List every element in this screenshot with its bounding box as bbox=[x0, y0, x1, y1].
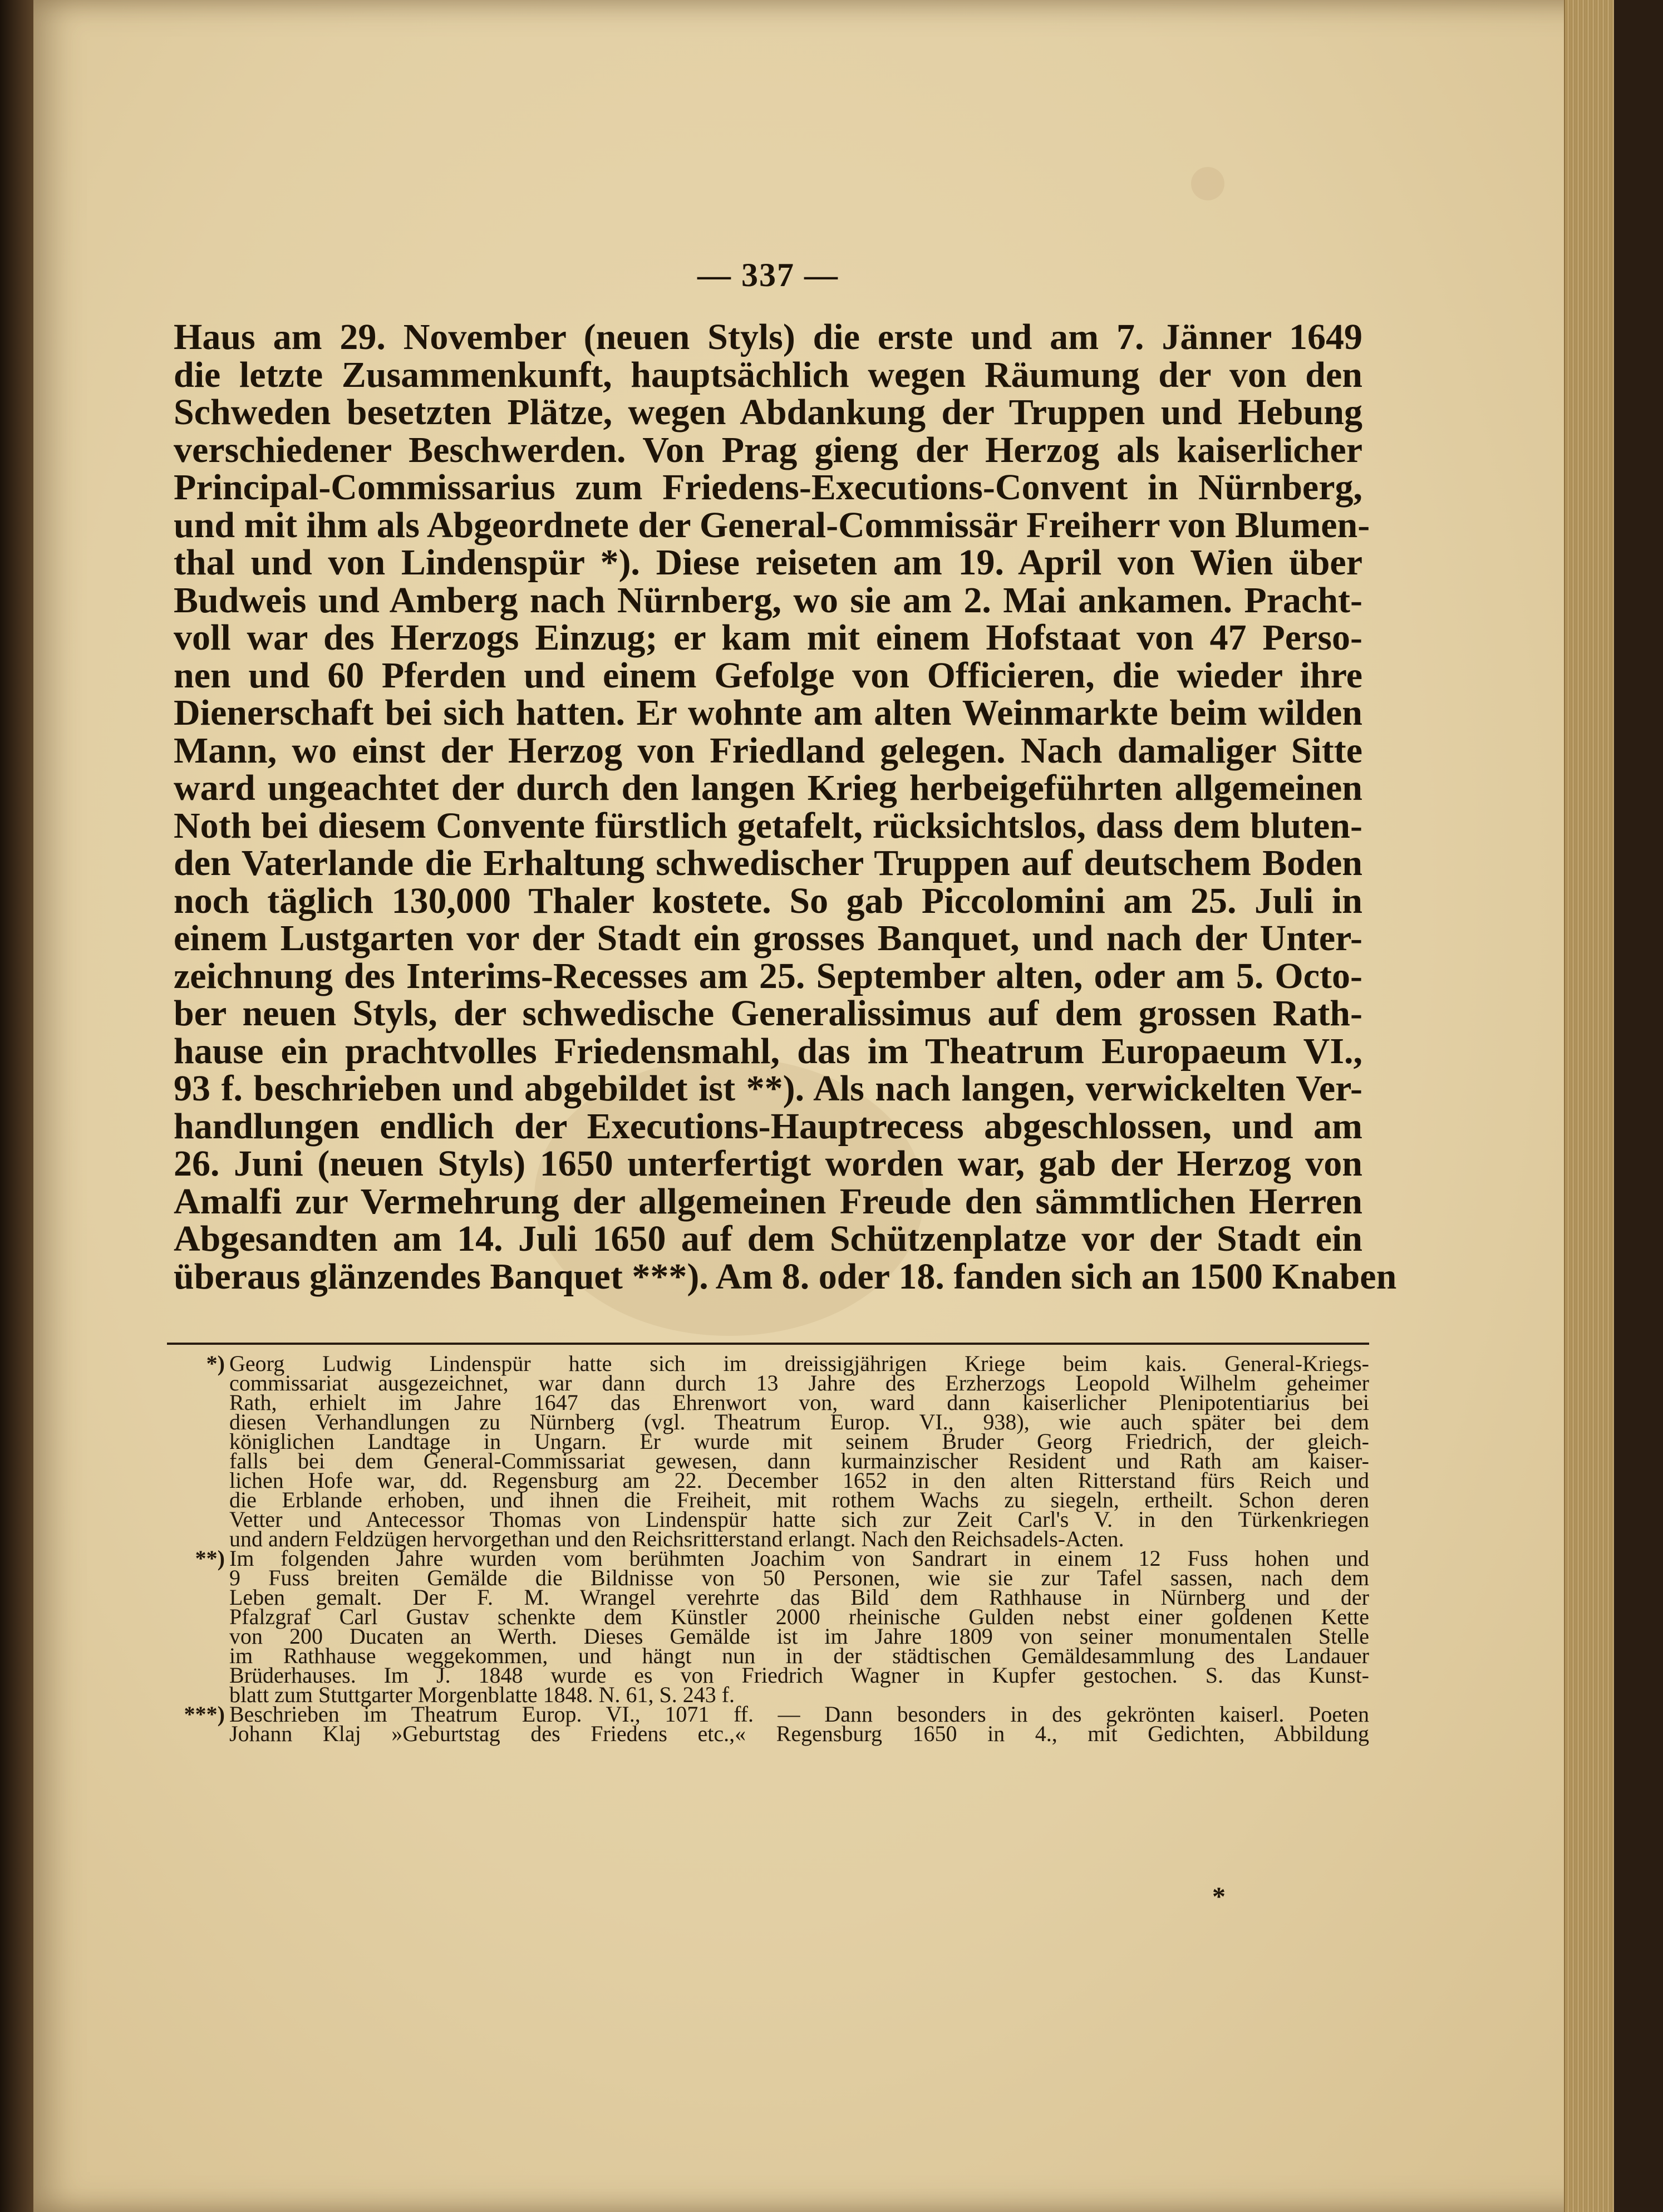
footnotes bbox=[167, 1351, 1369, 1746]
footnote-line: die Erblande erhoben, und ihnen die Freiheit, mit rothem Wachs zu siegeln, ertheilt. Schon deren bbox=[229, 1487, 1369, 1512]
footnote-line: im Rathhause weggekommen, und hängt nun in der städtischen Gemäldesammlung des Landauer bbox=[229, 1643, 1369, 1668]
text-line: hause ein prachtvolles Friedensmahl, das im Theatrum Europaeum VI., bbox=[174, 1030, 1362, 1071]
text-line: 93 f. beschrieben und abgebildet ist **). Als nach langen, verwickelten Ver- bbox=[174, 1068, 1362, 1109]
text-line: ward ungeachtet der durch den langen Krieg herbeigeführten allgemeinen bbox=[174, 768, 1362, 808]
footnote-line: Brüderhauses. Im J. 1848 wurde es von Friedrich Wagner in Kupfer gestochen. S. das Kunst- bbox=[229, 1663, 1369, 1688]
page-edges bbox=[1564, 0, 1614, 2212]
page-number: — 337 — bbox=[697, 257, 839, 293]
footnote-line: lichen Hofe war, dd. Regensburg am 22. December 1652 in den alten Ritterstand fürs Reich und bbox=[229, 1468, 1369, 1493]
footnote-line: blatt zum Stuttgarter Morgenblatte 1848. N. 61, S. 243 f. bbox=[229, 1682, 735, 1707]
footnote-mark: **) bbox=[195, 1546, 225, 1571]
signature-mark: * bbox=[1212, 1882, 1226, 1911]
footnote-mark: *) bbox=[206, 1351, 225, 1376]
footnote-line: königlichen Landtage in Ungarn. Er wurde mit seinem Bruder Georg Friedrich, der gleich- bbox=[229, 1429, 1369, 1454]
main-text bbox=[174, 317, 1397, 1297]
footnote-divider bbox=[167, 1343, 1369, 1345]
footnote-line: und andern Feldzügen hervorgethan und den Reichsritterstand erlangt. Nach den Reichsadels-Acten. bbox=[229, 1526, 1124, 1551]
text-line: nen und 60 Pferden und einem Gefolge von Officieren, die wieder ihre bbox=[174, 655, 1362, 696]
footnote-line: von 200 Ducaten an Werth. Dieses Gemälde ist im Jahre 1809 von seiner monumentalen Stelle bbox=[229, 1624, 1369, 1649]
text-line: Schweden besetzten Plätze, wegen Abdankung der Truppen und Hebung bbox=[174, 392, 1362, 432]
footnote-line: Johann Klaj »Geburtstag des Friedens etc.,« Regensburg 1650 in 4., mit Gedichten, Abbildung bbox=[229, 1721, 1369, 1746]
text-line: verschiedener Beschwerden. Von Prag gieng der Herzog als kaiserlicher bbox=[174, 429, 1362, 470]
footnote bbox=[167, 1351, 1369, 1551]
text-line: zeichnung des Interims-Recesses am 25. September alten, oder am 5. Octo- bbox=[174, 955, 1362, 996]
text-line: Mann, wo einst der Herzog von Friedland gelegen. Nach damaliger Sitte bbox=[174, 730, 1362, 771]
footnote bbox=[167, 1702, 1369, 1746]
footnote-line: Leben gemalt. Der F. M. Wrangel verehrte das Bild dem Rathhause in Nürnberg und der bbox=[229, 1585, 1369, 1610]
text-line: Noth bei diesem Convente fürstlich getafelt, rücksichtslos, dass dem bluten- bbox=[174, 805, 1362, 846]
footnote-line: diesen Verhandlungen zu Nürnberg (vgl. Theatrum Europ. VI., 938), wie auch später bei dem bbox=[229, 1409, 1369, 1434]
footnote-line: falls bei dem General-Commissariat gewesen, dann kurmainzischer Resident und Rath am kaiser- bbox=[229, 1448, 1369, 1473]
book-gutter bbox=[0, 0, 33, 2212]
text-line: thal und von Lindenspür *). Diese reiseten am 19. April von Wien über bbox=[174, 542, 1362, 583]
text-line: 26. Juni (neuen Styls) 1650 unterfertigt worden war, gab der Herzog von bbox=[174, 1143, 1362, 1184]
text-line: die letzte Zusammenkunft, hauptsächlich wegen Räumung der von den bbox=[174, 354, 1362, 395]
footnote-line: Im folgenden Jahre wurden vom berühmten Joachim von Sandrart in einem 12 Fuss hohen und bbox=[229, 1546, 1369, 1571]
paper-stain bbox=[1191, 167, 1224, 200]
text-line: voll war des Herzogs Einzug; er kam mit einem Hofstaat von 47 Perso- bbox=[174, 617, 1362, 658]
text-line: überaus glänzendes Banquet ***). Am 8. oder 18. fanden sich an 1500 Knaben bbox=[174, 1256, 1397, 1297]
text-line: Amalfi zur Vermehrung der allgemeinen Freude den sämmtlichen Herren bbox=[174, 1181, 1362, 1222]
text-line: Abgesandten am 14. Juli 1650 auf dem Schützenplatze vor der Stadt ein bbox=[174, 1218, 1362, 1259]
footnote-line: commissariat ausgezeichnet, war dann durch 13 Jahre des Erzherzogs Leopold Wilhelm geheimer bbox=[229, 1370, 1369, 1395]
footnote-mark: ***) bbox=[184, 1702, 225, 1727]
text-line: einem Lustgarten vor der Stadt ein grosses Banquet, und nach der Unter- bbox=[174, 918, 1362, 958]
footnote bbox=[167, 1546, 1369, 1707]
text-line: handlungen endlich der Executions-Hauptrecess abgeschlossen, und am bbox=[174, 1105, 1362, 1147]
text-line: Budweis und Amberg nach Nürnberg, wo sie am 2. Mai ankamen. Pracht- bbox=[174, 579, 1362, 621]
text-line: den Vaterlande die Erhaltung schwedischer Truppen auf deutschem Boden bbox=[174, 843, 1362, 883]
footnote-line: Vetter und Antecessor Thomas von Lindenspür hatte sich zur Zeit Carl's V. in den Türkenkriegen bbox=[229, 1507, 1369, 1532]
text-line: Haus am 29. November (neuen Styls) die erste und am 7. Jänner 1649 bbox=[174, 317, 1362, 357]
footnote-line: 9 Fuss breiten Gemälde die Bildnisse von 50 Personen, wie sie zur Tafel sassen, nach dem bbox=[229, 1565, 1369, 1590]
footnote-line: Georg Ludwig Lindenspür hatte sich im dreissigjährigen Kriege beim kais. General-Kriegs- bbox=[229, 1351, 1369, 1376]
text-line: und mit ihm als Abgeordnete der General-Commissär Freiherr von Blumen- bbox=[174, 504, 1370, 545]
text-line: ber neuen Styls, der schwedische Generalissimus auf dem grossen Rath- bbox=[174, 993, 1362, 1034]
footnote-line: Rath, erhielt im Jahre 1647 das Ehrenwort von, ward dann kaiserlicher Plenipotentiarius bei bbox=[229, 1390, 1369, 1415]
text-line: Principal-Commissarius zum Friedens-Executions-Convent in Nürnberg, bbox=[174, 467, 1362, 508]
text-line: Dienerschaft bei sich hatten. Er wohnte am alten Weinmarkte beim wilden bbox=[174, 692, 1362, 733]
text-line: noch täglich 130,000 Thaler kostete. So gab Piccolomini am 25. Juli in bbox=[174, 880, 1362, 921]
footnote-line: Beschrieben im Theatrum Europ. VI., 1071 ff. — Dann besonders in des gekrönten kaiserl. Poeten bbox=[229, 1702, 1369, 1727]
footnote-line: Pfalzgraf Carl Gustav schenkte dem Künstler 2000 rheinische Gulden nebst einer goldenen Kette bbox=[229, 1604, 1369, 1629]
